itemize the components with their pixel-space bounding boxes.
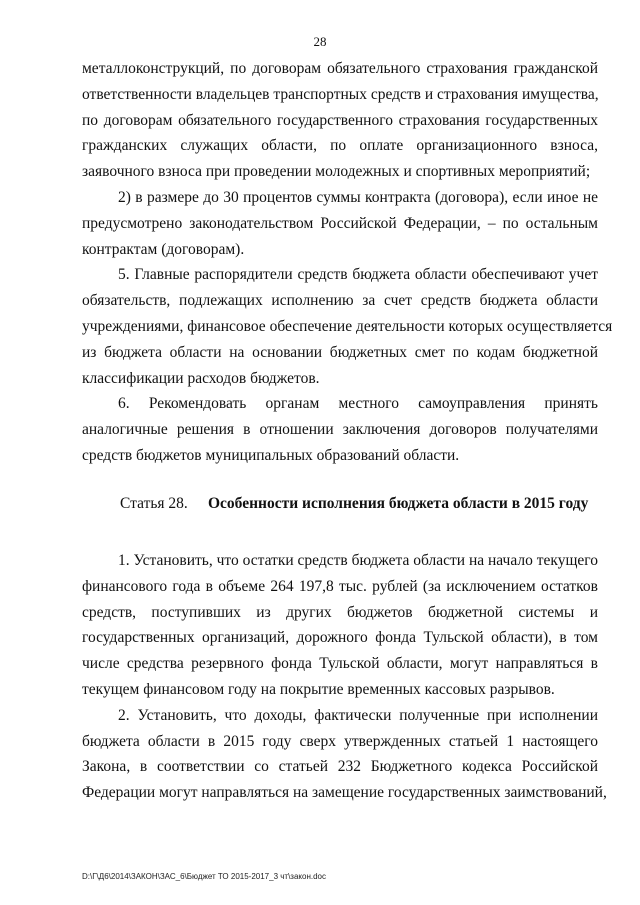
text-line: ответственности владельцев транспортных средств и страхования имущества, bbox=[82, 85, 599, 103]
article-label: Статья 28. bbox=[120, 495, 188, 512]
text-line: числе средства резервного фонда Тульской области, могут направляться в bbox=[82, 655, 598, 673]
text-line: 2) в размере до 30 процентов суммы контракта (договора), если иное не bbox=[118, 188, 598, 206]
article-heading bbox=[120, 495, 588, 513]
text-line: учреждениями, финансовое обеспечение деятельности которых осуществляется bbox=[82, 317, 613, 335]
text-line: текущем финансовом году на покрытие временных кассовых разрывов. bbox=[82, 680, 555, 698]
text-line: Федерации могут направляться на замещение государственных заимствований, bbox=[82, 784, 607, 802]
text-line: 1. Установить, что остатки средств бюджета области на начало текущего bbox=[118, 552, 598, 569]
text-line: средств бюджетов муниципальных образований области. bbox=[82, 446, 460, 464]
text-line: бюджета области в 2015 году сверх утвержденных статьей 1 настоящего bbox=[82, 732, 598, 750]
article-title: Особенности исполнения бюджета области в 2015 году bbox=[208, 495, 589, 512]
text-line: заявочного взноса при проведении молодежных и спортивных мероприятий; bbox=[82, 163, 591, 181]
body-text-section-2 bbox=[82, 548, 607, 806]
text-line: металлоконструкций, по договорам обязательного страхования гражданской bbox=[82, 60, 598, 77]
page-number: 28 bbox=[313, 34, 327, 49]
text-line: обязательств, подлежащих исполнению за счет средств бюджета области bbox=[82, 292, 598, 310]
text-line: государственных организаций, дорожного фонда Тульской области), в том bbox=[82, 629, 598, 647]
file-path-footer: D:\Г\Д6\2014\ЗАКОН\ЗАС_6\Бюджет ТО 2015-2017_3 чт\закон.doc bbox=[82, 872, 327, 881]
text-line: по договорам обязательного государственного страхования государственных bbox=[82, 111, 598, 129]
text-line: из бюджета области на основании бюджетных смет по кодам бюджетной bbox=[82, 343, 598, 361]
text-line: гражданских служащих области, по оплате организационного взноса, bbox=[82, 137, 598, 155]
text-line: средств, поступивших из других бюджетов бюджетной системы и bbox=[82, 603, 598, 621]
text-line: предусмотрено законодательством Российской Федерации, – по остальным bbox=[82, 214, 598, 232]
text-line: аналогичные решения в отношении заключения договоров получателями bbox=[82, 421, 598, 439]
text-line: контрактам (договорам). bbox=[82, 240, 245, 258]
text-line: 2. Установить, что доходы, фактически полученные при исполнении bbox=[118, 706, 598, 724]
text-line: классификации расходов бюджетов. bbox=[82, 369, 320, 387]
text-line: финансового года в объеме 264 197,8 тыс. рублей (за исключением остатков bbox=[82, 577, 598, 595]
text-line: 5. Главные распорядители средств бюджета области обеспечивают учет bbox=[118, 266, 598, 284]
text-line: 6. Рекомендовать органам местного самоуправления принять bbox=[118, 395, 598, 413]
text-line: Закона, в соответствии со статьей 232 Бюджетного кодекса Российской bbox=[82, 758, 598, 776]
body-text-section-1 bbox=[82, 56, 613, 469]
